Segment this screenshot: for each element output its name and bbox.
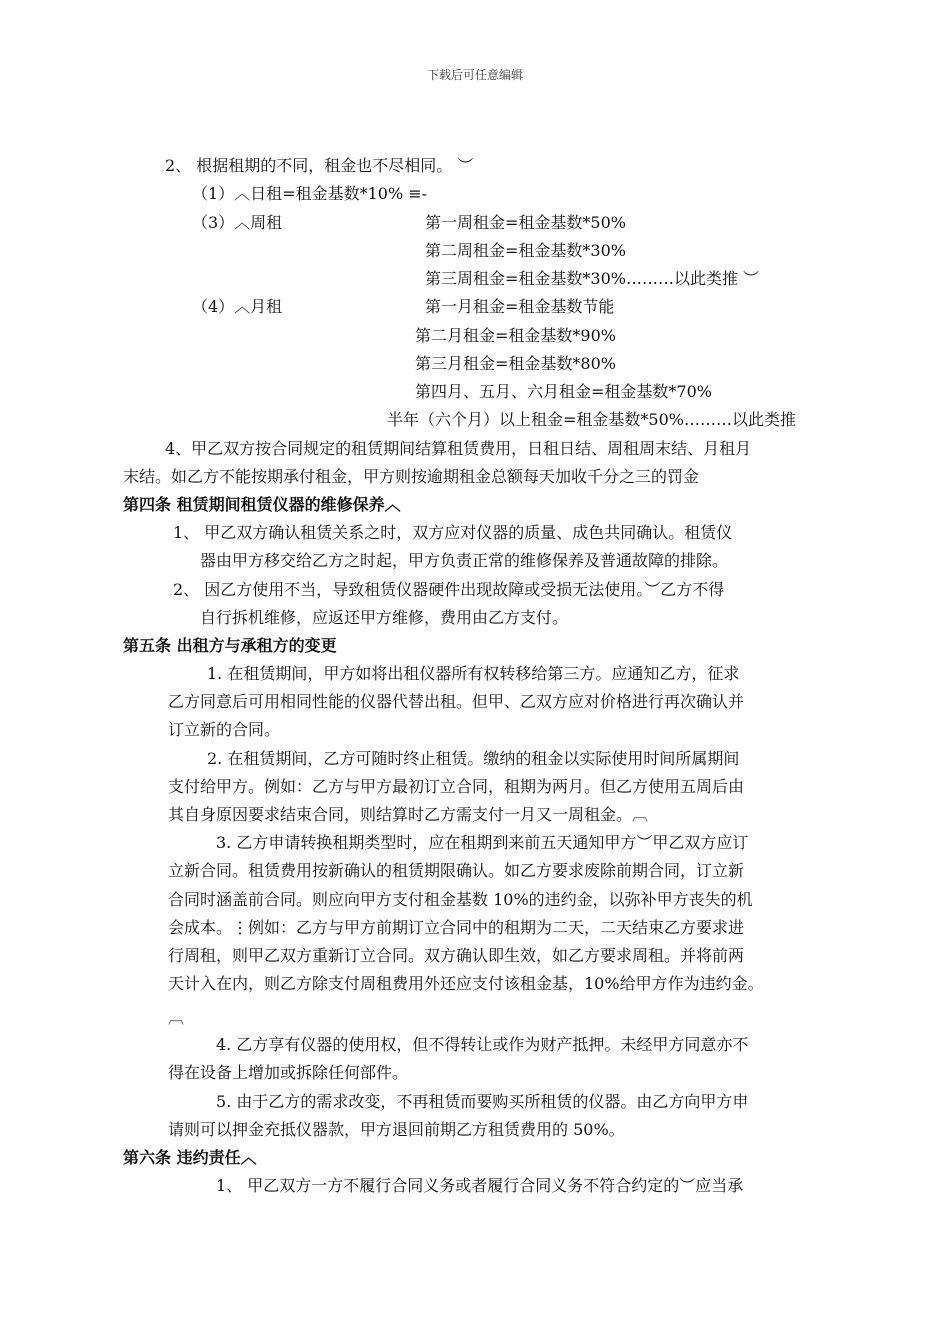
text-line: 其自身原因要求结束合同，则结算时乙方需支付一月又一周租金。︹ <box>168 805 649 824</box>
text-line: （4）︿月租 <box>192 297 283 316</box>
section-heading: 第四条 租赁期间租赁仪器的维修保养︿ <box>123 495 401 514</box>
text-line: 3. 乙方申请转换租期类型时，应在租期到来前五天通知甲方︶甲乙双方应订 <box>216 833 749 852</box>
text-line: 第三周租金=租金基数*30%………以此类推 ︶ <box>425 269 760 288</box>
text-line: （1）︿日租=租金基数*10% ≡- <box>192 184 428 203</box>
text-line: 4. 乙方享有仪器的使用权，但不得转让或作为财产抵押。未经甲方同意亦不 <box>216 1035 749 1054</box>
text-line: 2. 在租赁期间，乙方可随时终止租赁。缴纳的租金以实际使用时间所属期间 <box>207 749 740 768</box>
text-line: 第二周租金=租金基数*30% <box>425 241 626 260</box>
text-line: 行周租，则甲乙双方重新订立合同。双方确认即生效，如乙方要求周租。并将前两 <box>168 946 745 965</box>
text-line: 4、甲乙双方按合同规定的租赁期间结算租赁费用，日租日结、周租周末结、月租月 <box>165 439 752 458</box>
text-line: 器由甲方移交给乙方之时起，甲方负责正常的维修保养及普通故障的排除。 <box>200 551 729 570</box>
section-heading: 第六条 违约责任︿ <box>123 1148 257 1167</box>
text-line: 第一月租金=租金基数节能 <box>425 297 615 316</box>
text-line: 第三月租金=租金基数*80% <box>415 354 616 373</box>
text-line: 请则可以押金充抵仪器款，甲方退回前期乙方租赁费用的 50%。 <box>168 1120 625 1139</box>
text-line: 5. 由于乙方的需求改变，不再租赁而要购买所租赁的仪器。由乙方向甲方申 <box>216 1092 749 1111</box>
text-line: ︹ <box>168 1008 185 1027</box>
text-line: 第二月租金=租金基数*90% <box>415 326 616 345</box>
text-line: 自行拆机维修，应返还甲方维修，费用由乙方支付。 <box>200 608 569 627</box>
text-line: 第一周租金=租金基数*50% <box>425 213 626 232</box>
text-line: 乙方同意后可用相同性能的仪器代替出租。但甲、乙双方应对价格进行再次确认并 <box>168 692 745 711</box>
text-line: 订立新的合同。 <box>168 720 281 739</box>
text-line: 得在设备上增加或拆除任何部件。 <box>168 1063 409 1082</box>
text-line: 1、 甲乙双方一方不履行合同义务或者履行合同义务不符合约定的︶应当承 <box>216 1176 744 1195</box>
text-line: （3）︿周租 <box>192 213 283 232</box>
text-line: 支付给甲方。例如：乙方与甲方最初订立合同，租期为两月。但乙方使用五周后由 <box>168 777 745 796</box>
text-line: 2、 因乙方使用不当，导致租赁仪器硬件出现故障或受损无法使用。︶乙方不得 <box>173 580 725 599</box>
text-line: 1、 甲乙双方确认租赁关系之时，双方应对仪器的质量、成色共同确认。租赁仪 <box>173 523 733 542</box>
text-line: 合同时涵盖前合同。则应向甲方支付租金基数 10%的违约金，以弥补甲方丧失的机 <box>168 890 753 909</box>
text-line: 第四月、五月、六月租金=租金基数*70% <box>415 382 712 401</box>
text-line: 会成本。⋮例如：乙方与甲方前期订立合同中的租期为二天，二天结束乙方要求进 <box>168 918 745 937</box>
text-line: 天计入在内，则乙方除支付周租费用外还应支付该租金基，10%给甲方作为违约金。 <box>168 974 764 993</box>
section-heading: 第五条 出租方与承租方的变更 <box>123 636 337 655</box>
text-line: 立新合同。租赁费用按新确认的租赁期限确认。如乙方要求废除前期合同，订立新 <box>168 861 745 880</box>
text-line: 2、 根据租期的不同，租金也不尽相同。 ︶ <box>165 156 474 175</box>
page-header: 下载后可任意编辑 <box>426 68 523 82</box>
text-line: 半年（六个月）以上租金=租金基数*50%………以此类推 <box>387 410 796 429</box>
text-line: 1. 在租赁期间，甲方如将出租仪器所有权转移给第三方。应通知乙方，征求 <box>207 664 740 683</box>
text-line: 末结。如乙方不能按期承付租金，甲方则按逾期租金总额每天加收千分之三的罚金 <box>123 467 700 486</box>
